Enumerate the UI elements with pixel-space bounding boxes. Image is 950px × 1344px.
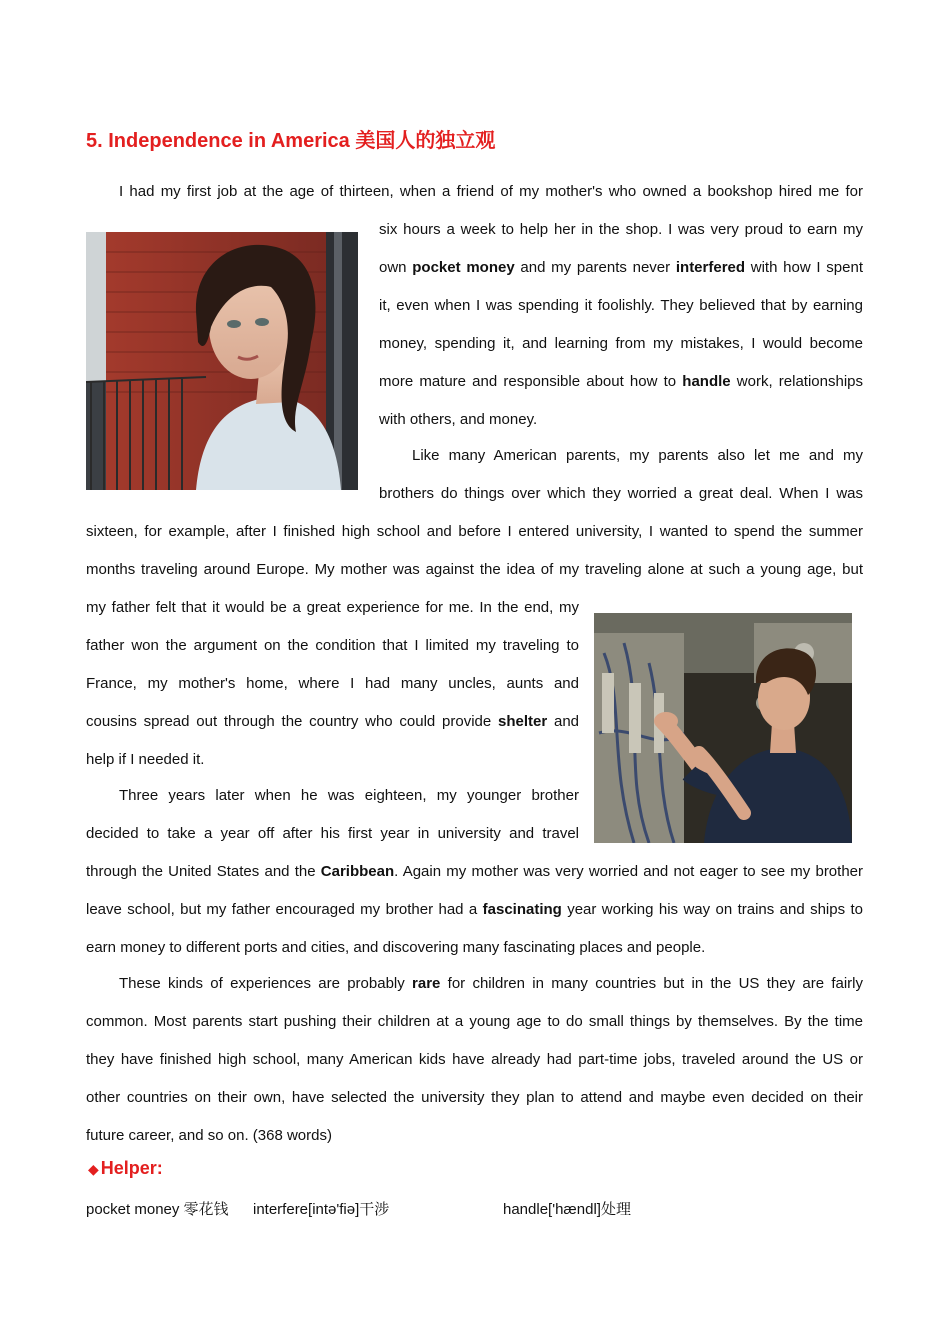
body-text: help if I needed it.	[86, 751, 205, 768]
body-text: I had my first job at the age of thirteen, when a friend of my mother's who owned a bookshop hired me for	[119, 183, 863, 200]
paragraph3-line	[86, 862, 863, 882]
body-text: with others, and money.	[379, 411, 538, 428]
paragraph1-line	[379, 220, 863, 240]
body-text: . Again my mother was very worried and not eager to see my brother	[394, 863, 864, 880]
vocabulary-word: handle	[682, 373, 731, 390]
paragraph2-line	[86, 712, 579, 732]
body-text: for children in many countries but in the US they are fairly	[440, 975, 863, 992]
photo-young-man-machinery	[594, 613, 852, 843]
paragraph2-line	[86, 560, 863, 580]
body-text: earn money to different ports and cities, and discovering many fascinating places and people.	[86, 939, 706, 956]
body-text: and my parents never	[514, 259, 676, 276]
paragraph1-line	[119, 182, 863, 202]
paragraph1-line	[379, 296, 863, 316]
paragraph2-line	[86, 674, 579, 694]
paragraph2-line	[379, 484, 863, 504]
body-text: it, even when I was spending it foolishly. They believed that by earning	[379, 297, 863, 314]
paragraph1-line	[379, 334, 863, 354]
body-text: France, my mother's home, where I had many uncles, aunts and	[86, 675, 579, 692]
helper-heading	[88, 1158, 163, 1179]
body-text: father won the argument on the condition that I limited my traveling to	[86, 637, 579, 654]
woman-photo-illustration	[86, 232, 358, 490]
paragraph1-line	[379, 372, 863, 392]
body-text: work, relationships	[730, 373, 863, 390]
vocabulary-word: interfered	[675, 259, 746, 276]
body-text: they have finished high school, many American kids have already had part-time jobs, traveled around the US or	[86, 1051, 863, 1068]
article-title: 5. Independence in America 美国人的独立观	[86, 130, 496, 152]
paragraph2-line	[86, 522, 863, 542]
paragraph4-line	[86, 1088, 863, 1108]
paragraph2-line	[86, 598, 579, 618]
body-text: These kinds of experiences are probably	[119, 975, 413, 992]
helper-item-handle: handle['hændl]处理	[503, 1201, 631, 1218]
helper-item-interfere: interfere[intə'fiə]干涉	[253, 1201, 390, 1218]
paragraph3-line	[86, 900, 863, 920]
body-text: leave school, but my father encouraged my brother had a	[86, 901, 483, 918]
body-text: more mature and responsible about how to	[379, 373, 683, 390]
body-text: common. Most parents start pushing their children at a young age to do small things by themselves. By the time	[86, 1013, 863, 1030]
paragraph4-line	[86, 1012, 863, 1032]
body-text: my father felt that it would be a great experience for me. In the end, my	[86, 599, 579, 616]
paragraph4-line	[119, 974, 863, 994]
vocabulary-word: shelter	[498, 713, 548, 730]
body-text: with how I spent	[745, 259, 863, 276]
body-text: money, spending it, and learning from my mistakes, I would become	[379, 335, 863, 352]
helper-heading-text: Helper:	[100, 1158, 163, 1178]
body-text: Like many American parents, my parents also let me and my	[412, 447, 863, 464]
paragraph2-line	[412, 446, 863, 466]
body-text: and	[547, 713, 579, 730]
vocabulary-word: pocket money	[412, 259, 515, 276]
man-photo-illustration	[594, 613, 852, 843]
vocabulary-word: Caribbean	[320, 863, 395, 880]
vocabulary-word: fascinating	[482, 901, 562, 918]
body-text: six hours a week to help her in the shop. I was very proud to earn my	[379, 221, 863, 238]
paragraph2-line	[86, 636, 579, 656]
body-text: decided to take a year off after his first year in university and travel	[86, 825, 579, 842]
body-text: Three years later when he was eighteen, my younger brother	[119, 787, 579, 804]
photo-woman-on-balcony	[86, 232, 358, 490]
body-text: other countries on their own, have selected the university they plan to attend and maybe even decided on their	[86, 1089, 863, 1106]
body-text: sixteen, for example, after I finished high school and before I entered university, I wanted to spend the summer	[86, 523, 863, 540]
body-text: months traveling around Europe. My mother was against the idea of my traveling alone at such a young age, but	[86, 561, 863, 578]
body-text: future career, and so on. (368 words)	[86, 1127, 332, 1144]
paragraph1-line	[379, 258, 863, 278]
paragraph4-line	[86, 1050, 863, 1070]
body-text: own	[379, 259, 413, 276]
vocabulary-word: rare	[412, 975, 441, 992]
body-text: through the United States and the	[86, 863, 321, 880]
paragraph3-line	[86, 824, 579, 844]
body-text: brothers do things over which they worried a great deal. When I was	[379, 485, 863, 502]
body-text: year working his way on trains and ships to	[561, 901, 863, 918]
paragraph2-line	[86, 750, 579, 770]
paragraph3-line	[86, 938, 863, 958]
body-text: cousins spread out through the country who could provide	[86, 713, 498, 730]
paragraph3-line	[119, 786, 579, 806]
paragraph1-line	[379, 410, 863, 430]
paragraph4-line	[86, 1126, 863, 1146]
diamond-bullet-icon: ◆	[88, 1161, 99, 1177]
helper-item-pocket-money: pocket money 零花钱	[86, 1201, 229, 1218]
